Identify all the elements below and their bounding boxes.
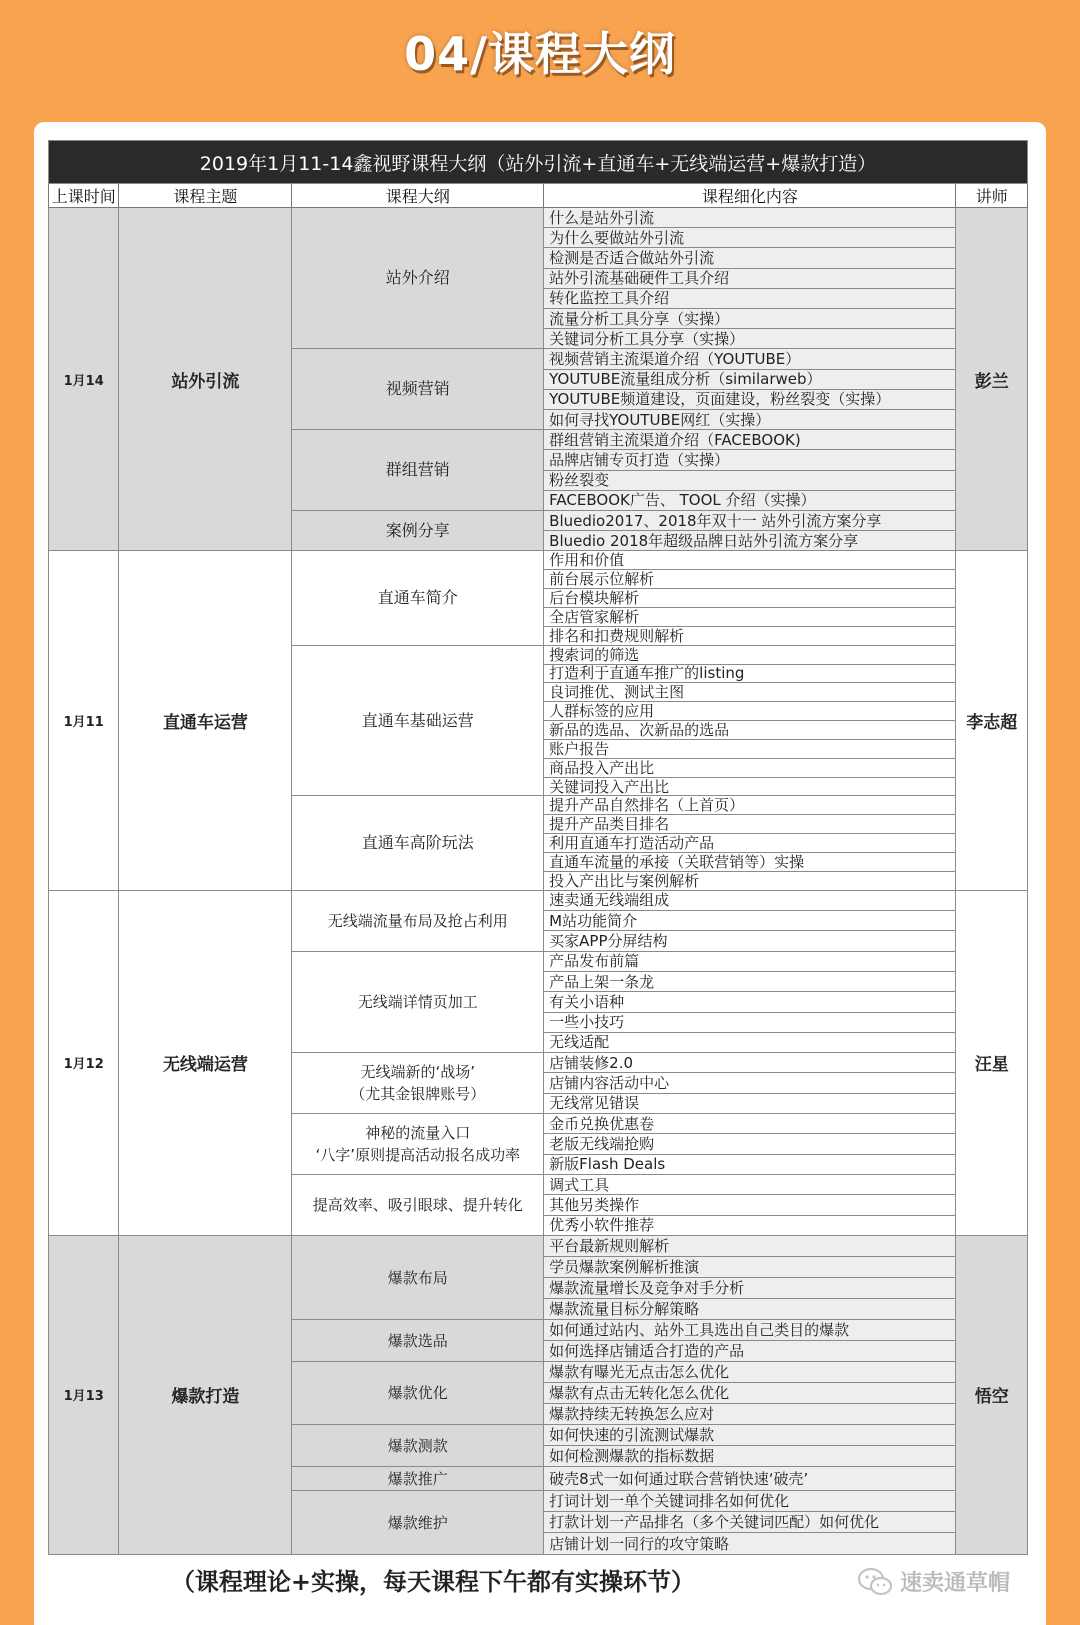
detail-item: YOUTUBE频道建设，页面建设，粉丝裂变（实操） — [544, 389, 956, 409]
outline-section — [292, 645, 544, 796]
outline-section-label: 爆款优化 — [387, 1384, 448, 1403]
session-date: 1月14 — [49, 208, 119, 551]
teacher-name: 悟空 — [956, 1235, 1028, 1554]
detail-item: 打造利于直通车推广的listing — [544, 664, 956, 683]
detail-item: YOUTUBE流量组成分析（similarweb） — [544, 369, 956, 389]
page-title: 04/课程大纲 — [404, 27, 676, 81]
detail-item: 爆款流量增长及竞争对手分析 — [544, 1278, 956, 1299]
outline-section — [292, 1235, 544, 1319]
detail-item: 产品发布前篇 — [544, 951, 956, 971]
outline-section-label: 视频营销 — [385, 379, 450, 399]
outline-section-label: 爆款选品 — [387, 1331, 448, 1350]
detail-item: 产品上架一条龙 — [544, 971, 956, 991]
detail-item: 店铺内容活动中心 — [544, 1073, 956, 1093]
outline-section-label: 无线端流量布局及抢占利用 — [327, 911, 508, 930]
teacher-name: 汪星 — [956, 890, 1028, 1235]
session-topic: 站外引流 — [119, 208, 292, 551]
detail-item: 视频营销主流渠道介绍（YOUTUBE） — [544, 349, 956, 369]
detail-item: 其他另类操作 — [544, 1195, 956, 1215]
detail-item: FACEBOOK广告、 TOOL 介绍（实操） — [544, 490, 956, 510]
outline-section — [292, 1425, 544, 1467]
detail-item: 买家APP分屏结构 — [544, 931, 956, 951]
outline-section-label: 直通车基础运营 — [361, 710, 474, 730]
detail-item: 流量分析工具分享（实操） — [544, 309, 956, 329]
detail-item: 新版Flash Deals — [544, 1154, 956, 1174]
table-row — [49, 551, 1028, 570]
detail-item: 群组营销主流渠道介绍（FACEBOOK) — [544, 430, 956, 450]
outline-section — [292, 1362, 544, 1425]
outline-section-label: 提高效率、吸引眼球、提升转化 — [312, 1195, 523, 1214]
detail-item: 打款计划一产品排名（多个关键词匹配）如何优化 — [544, 1512, 956, 1533]
outline-section — [292, 349, 544, 430]
header-date: 上课时间 — [49, 184, 119, 208]
session-date: 1月13 — [49, 1235, 119, 1554]
outline-section-label: 直通车简介 — [377, 588, 458, 608]
outline-section — [292, 796, 544, 890]
teacher-name: 彭兰 — [956, 208, 1028, 551]
detail-item: 爆款流量目标分解策略 — [544, 1299, 956, 1320]
detail-item: 站外引流基础硬件工具介绍 — [544, 268, 956, 288]
detail-item: 转化监控工具介绍 — [544, 288, 956, 308]
detail-item: 作用和价值 — [544, 551, 956, 570]
detail-item: 投入产出比与案例解析 — [544, 871, 956, 890]
outline-section — [292, 1491, 544, 1555]
wechat-icon — [858, 1568, 892, 1596]
detail-item: 优秀小软件推荐 — [544, 1215, 956, 1235]
footer-note: （课程理论+实操，每天课程下午都有实操环节） — [170, 1568, 696, 1596]
detail-item: M站功能简介 — [544, 910, 956, 930]
detail-item: 直通车流量的承接（关联营销等）实操 — [544, 852, 956, 871]
detail-item: 全店管家解析 — [544, 607, 956, 626]
detail-item: 后台模块解析 — [544, 589, 956, 608]
outline-section — [292, 1467, 544, 1491]
detail-item: 品牌店铺专页打造（实操） — [544, 450, 956, 470]
detail-item: 调式工具 — [544, 1175, 956, 1195]
detail-item: 如何检测爆款的指标数据 — [544, 1446, 956, 1467]
detail-item: 检测是否适合做站外引流 — [544, 248, 956, 268]
table-row — [49, 890, 1028, 910]
detail-item: 搜索词的筛选 — [544, 645, 956, 664]
header-detail: 课程细化内容 — [544, 184, 956, 208]
detail-item: 排名和扣费规则解析 — [544, 626, 956, 645]
detail-item: 速卖通无线端组成 — [544, 890, 956, 910]
outline-section — [292, 1053, 544, 1114]
detail-item: 有关小语种 — [544, 992, 956, 1012]
detail-item: 平台最新规则解析 — [544, 1235, 956, 1256]
watermark — [858, 1566, 1010, 1597]
detail-item: 爆款持续无转换怎么应对 — [544, 1404, 956, 1425]
detail-item: 关键词分析工具分享（实操） — [544, 329, 956, 349]
header-teacher: 讲师 — [956, 184, 1028, 208]
table-row — [49, 208, 1028, 228]
detail-item: 关键词投入产出比 — [544, 777, 956, 796]
outline-section-label: 爆款布局 — [387, 1268, 448, 1287]
header-outline: 课程大纲 — [292, 184, 544, 208]
outline-section — [292, 208, 544, 349]
detail-item: 爆款有曝光无点击怎么优化 — [544, 1362, 956, 1383]
table-title: 2019年1月11-14鑫视野课程大纲（站外引流+直通车+无线端运营+爆款打造） — [49, 141, 1028, 184]
outline-section — [292, 511, 544, 551]
outline-section-label: 爆款测款 — [387, 1436, 448, 1455]
outline-section — [292, 1114, 544, 1175]
outline-section — [292, 890, 544, 951]
outline-section-label: 无线端详情页加工 — [357, 992, 478, 1011]
outline-section-label: 案例分享 — [385, 520, 450, 540]
outline-section — [292, 430, 544, 511]
outline-section-label: 站外介绍 — [385, 268, 450, 288]
outline-section-label: 爆款维护 — [387, 1513, 448, 1532]
session-topic: 爆款打造 — [119, 1235, 292, 1554]
session-date: 1月11 — [49, 551, 119, 890]
detail-item: 破壳8式一如何通过联合营销快速‘破壳’ — [544, 1467, 956, 1491]
detail-item: 什么是站外引流 — [544, 208, 956, 228]
outline-section-label: 直通车高阶玩法 — [361, 833, 474, 853]
detail-item: 前台展示位解析 — [544, 570, 956, 589]
header-topic: 课程主题 — [119, 184, 292, 208]
detail-item: Bluedio2017、2018年双十一 站外引流方案分享 — [544, 511, 956, 531]
outline-section-label: 爆款推广 — [387, 1469, 448, 1488]
detail-item: 学员爆款案例解析推演 — [544, 1256, 956, 1277]
outline-section-label: 群组营销 — [385, 460, 450, 480]
table-body — [49, 208, 1028, 1555]
outline-section-label: 神秘的流量入口 ‘八字’原则提高活动报名成功率 — [315, 1124, 521, 1165]
detail-item: 人群标签的应用 — [544, 702, 956, 721]
detail-item: 良词推优、测试主图 — [544, 683, 956, 702]
detail-item: 爆款有点击无转化怎么优化 — [544, 1383, 956, 1404]
detail-item: 利用直通车打造活动产品 — [544, 834, 956, 853]
session-date: 1月12 — [49, 890, 119, 1235]
detail-item: 为什么要做站外引流 — [544, 228, 956, 248]
detail-item: 如何寻找YOUTUBE网红（实操） — [544, 410, 956, 430]
detail-item: 无线常见错误 — [544, 1093, 956, 1113]
detail-item: 一些小技巧 — [544, 1012, 956, 1032]
detail-item: 店铺装修2.0 — [544, 1053, 956, 1073]
detail-item: 无线适配 — [544, 1032, 956, 1052]
course-outline-table — [48, 140, 1028, 1555]
outline-section — [292, 951, 544, 1053]
outline-section-label: 无线端新的‘战场’ （尤其金银牌账号） — [350, 1063, 486, 1104]
teacher-name: 李志超 — [956, 551, 1028, 890]
detail-item: 提升产品自然排名（上首页） — [544, 796, 956, 815]
table-row — [49, 1235, 1028, 1256]
detail-item: 账户报告 — [544, 739, 956, 758]
session-topic: 无线端运营 — [119, 890, 292, 1235]
detail-item: 商品投入产出比 — [544, 758, 956, 777]
detail-item: 提升产品类目排名 — [544, 815, 956, 834]
detail-item: Bluedio 2018年超级品牌日站外引流方案分享 — [544, 531, 956, 551]
detail-item: 如何选择店铺适合打造的产品 — [544, 1341, 956, 1362]
detail-item: 老版无线端抢购 — [544, 1134, 956, 1154]
detail-item: 如何通过站内、站外工具选出自己类目的爆款 — [544, 1320, 956, 1341]
detail-item: 如何快速的引流测试爆款 — [544, 1425, 956, 1446]
session-topic: 直通车运营 — [119, 551, 292, 890]
outline-section — [292, 551, 544, 645]
detail-item: 金币兑换优惠卷 — [544, 1114, 956, 1134]
detail-item: 粉丝裂变 — [544, 470, 956, 490]
watermark-text: 速卖通草帽 — [900, 1571, 1011, 1596]
detail-item: 新品的选品、次新品的选品 — [544, 721, 956, 740]
detail-item: 打词计划一单个关键词排名如何优化 — [544, 1491, 956, 1512]
outline-section — [292, 1320, 544, 1362]
detail-item: 店铺计划一同行的攻守策略 — [544, 1533, 956, 1555]
outline-section — [292, 1175, 544, 1236]
